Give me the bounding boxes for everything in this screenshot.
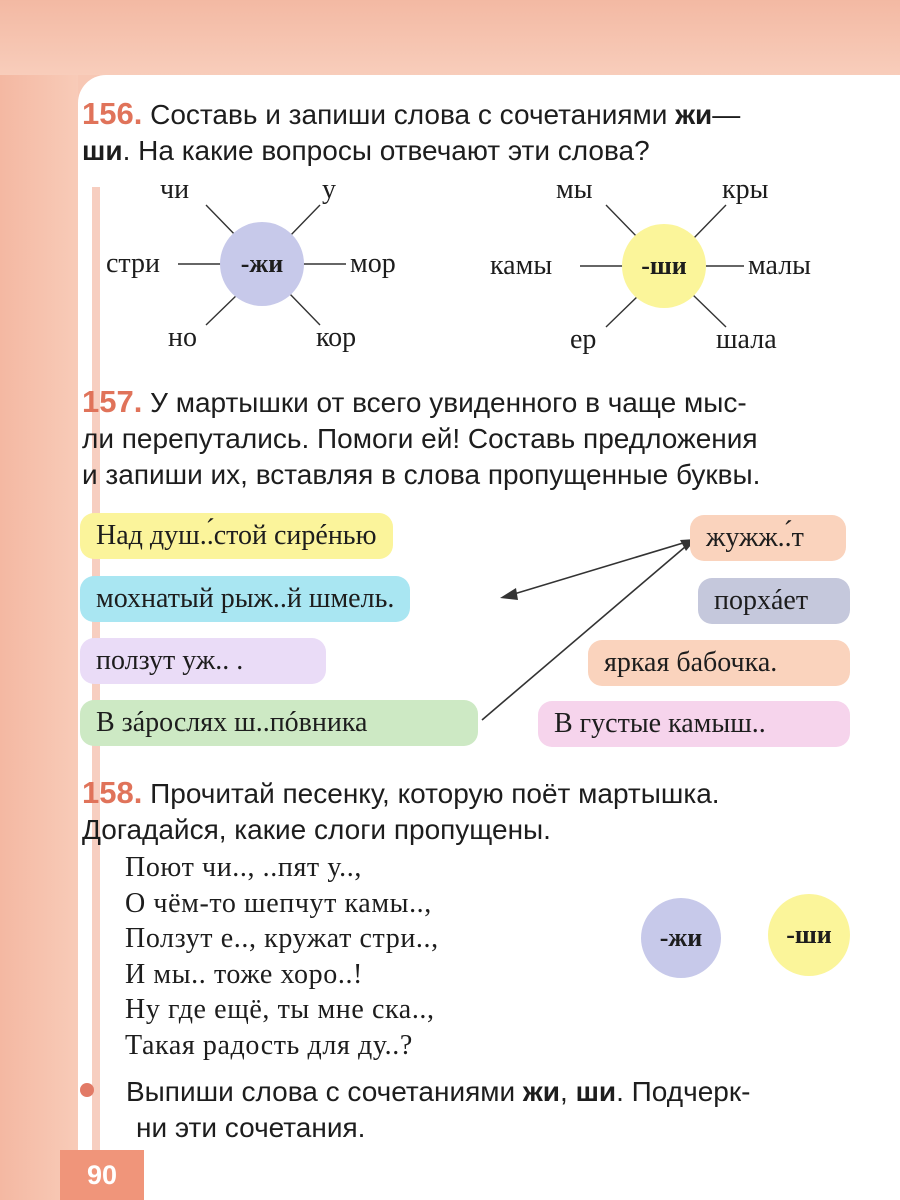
poem-line: Поют чи.., ..пят у.., [125,852,362,883]
phrase-pill: жужж..́т [690,515,846,561]
task-158-number: 158. [82,775,143,810]
star-shi-word: мы [556,174,593,205]
star-zhi-hub: -жи [220,222,304,306]
phrase-pill: В густые камыш.. [538,701,850,747]
star-zhi-word: стри [106,248,160,279]
task-158-text: 158. Прочитай песенку, которую поёт мартышка. Догадайся, какие слоги пропущены. [82,775,720,845]
poem-line: И мы.. тоже хоро..! [125,958,363,990]
star-shi-word: малы [748,250,811,281]
bullet-task-text: Выпиши слова с сочетаниями жи, ши. Подчерк- ни эти сочетания. [126,1076,751,1143]
star-zhi-word: кор [316,322,357,353]
task-156-text: 156. Составь и запиши слова с сочетаниями жи— ши. На какие вопросы отвечают эти слова? [82,96,741,166]
poem-line: Такая радость для ду..? [125,1029,413,1061]
phrase-pill: ползут уж.. . [80,638,326,684]
star-zhi-word: мор [350,248,396,279]
phrase-pill: порхáет [698,578,850,624]
star-shi-word: шала [716,324,777,355]
song-poem [125,850,439,1063]
star-shi-word: камы [490,250,553,281]
task-157-number: 157. [82,384,143,419]
star-shi-word: ер [570,324,597,355]
poem-line: Ну где ещё, ты мне ска.., [125,994,435,1025]
task-156-number: 156. [82,96,143,131]
star-shi-hub: -ши [622,224,706,308]
bullet-icon [80,1083,94,1097]
poem-line: О чём-то шепчут камы.., [125,887,432,919]
syllable-shi-circle: -ши [768,894,850,976]
star-zhi-word: у [322,174,336,205]
task-157-text: 157. У мартышки от всего увиденного в чаще мыс- ли перепутались. Помоги ей! Составь предложения и запиши их, вставляя в слова пропущенные буквы. [82,384,761,490]
phrase-pill: В зáрослях ш..пóвника [80,700,478,746]
star-zhi-word: чи [160,174,190,205]
phrase-pill: мохнатый рыж..й шмель. [80,576,410,622]
page-number: 90 [60,1150,144,1200]
poem-line: Ползут е.., кружат стри.., [125,923,439,954]
phrase-pill: Над душ..́стой сирéнью [80,513,393,559]
phrase-pill: яркая бабочка. [588,640,850,686]
star-shi-word: кры [722,174,769,205]
star-zhi-word: но [168,322,197,353]
syllable-zhi-circle: -жи [641,898,721,978]
